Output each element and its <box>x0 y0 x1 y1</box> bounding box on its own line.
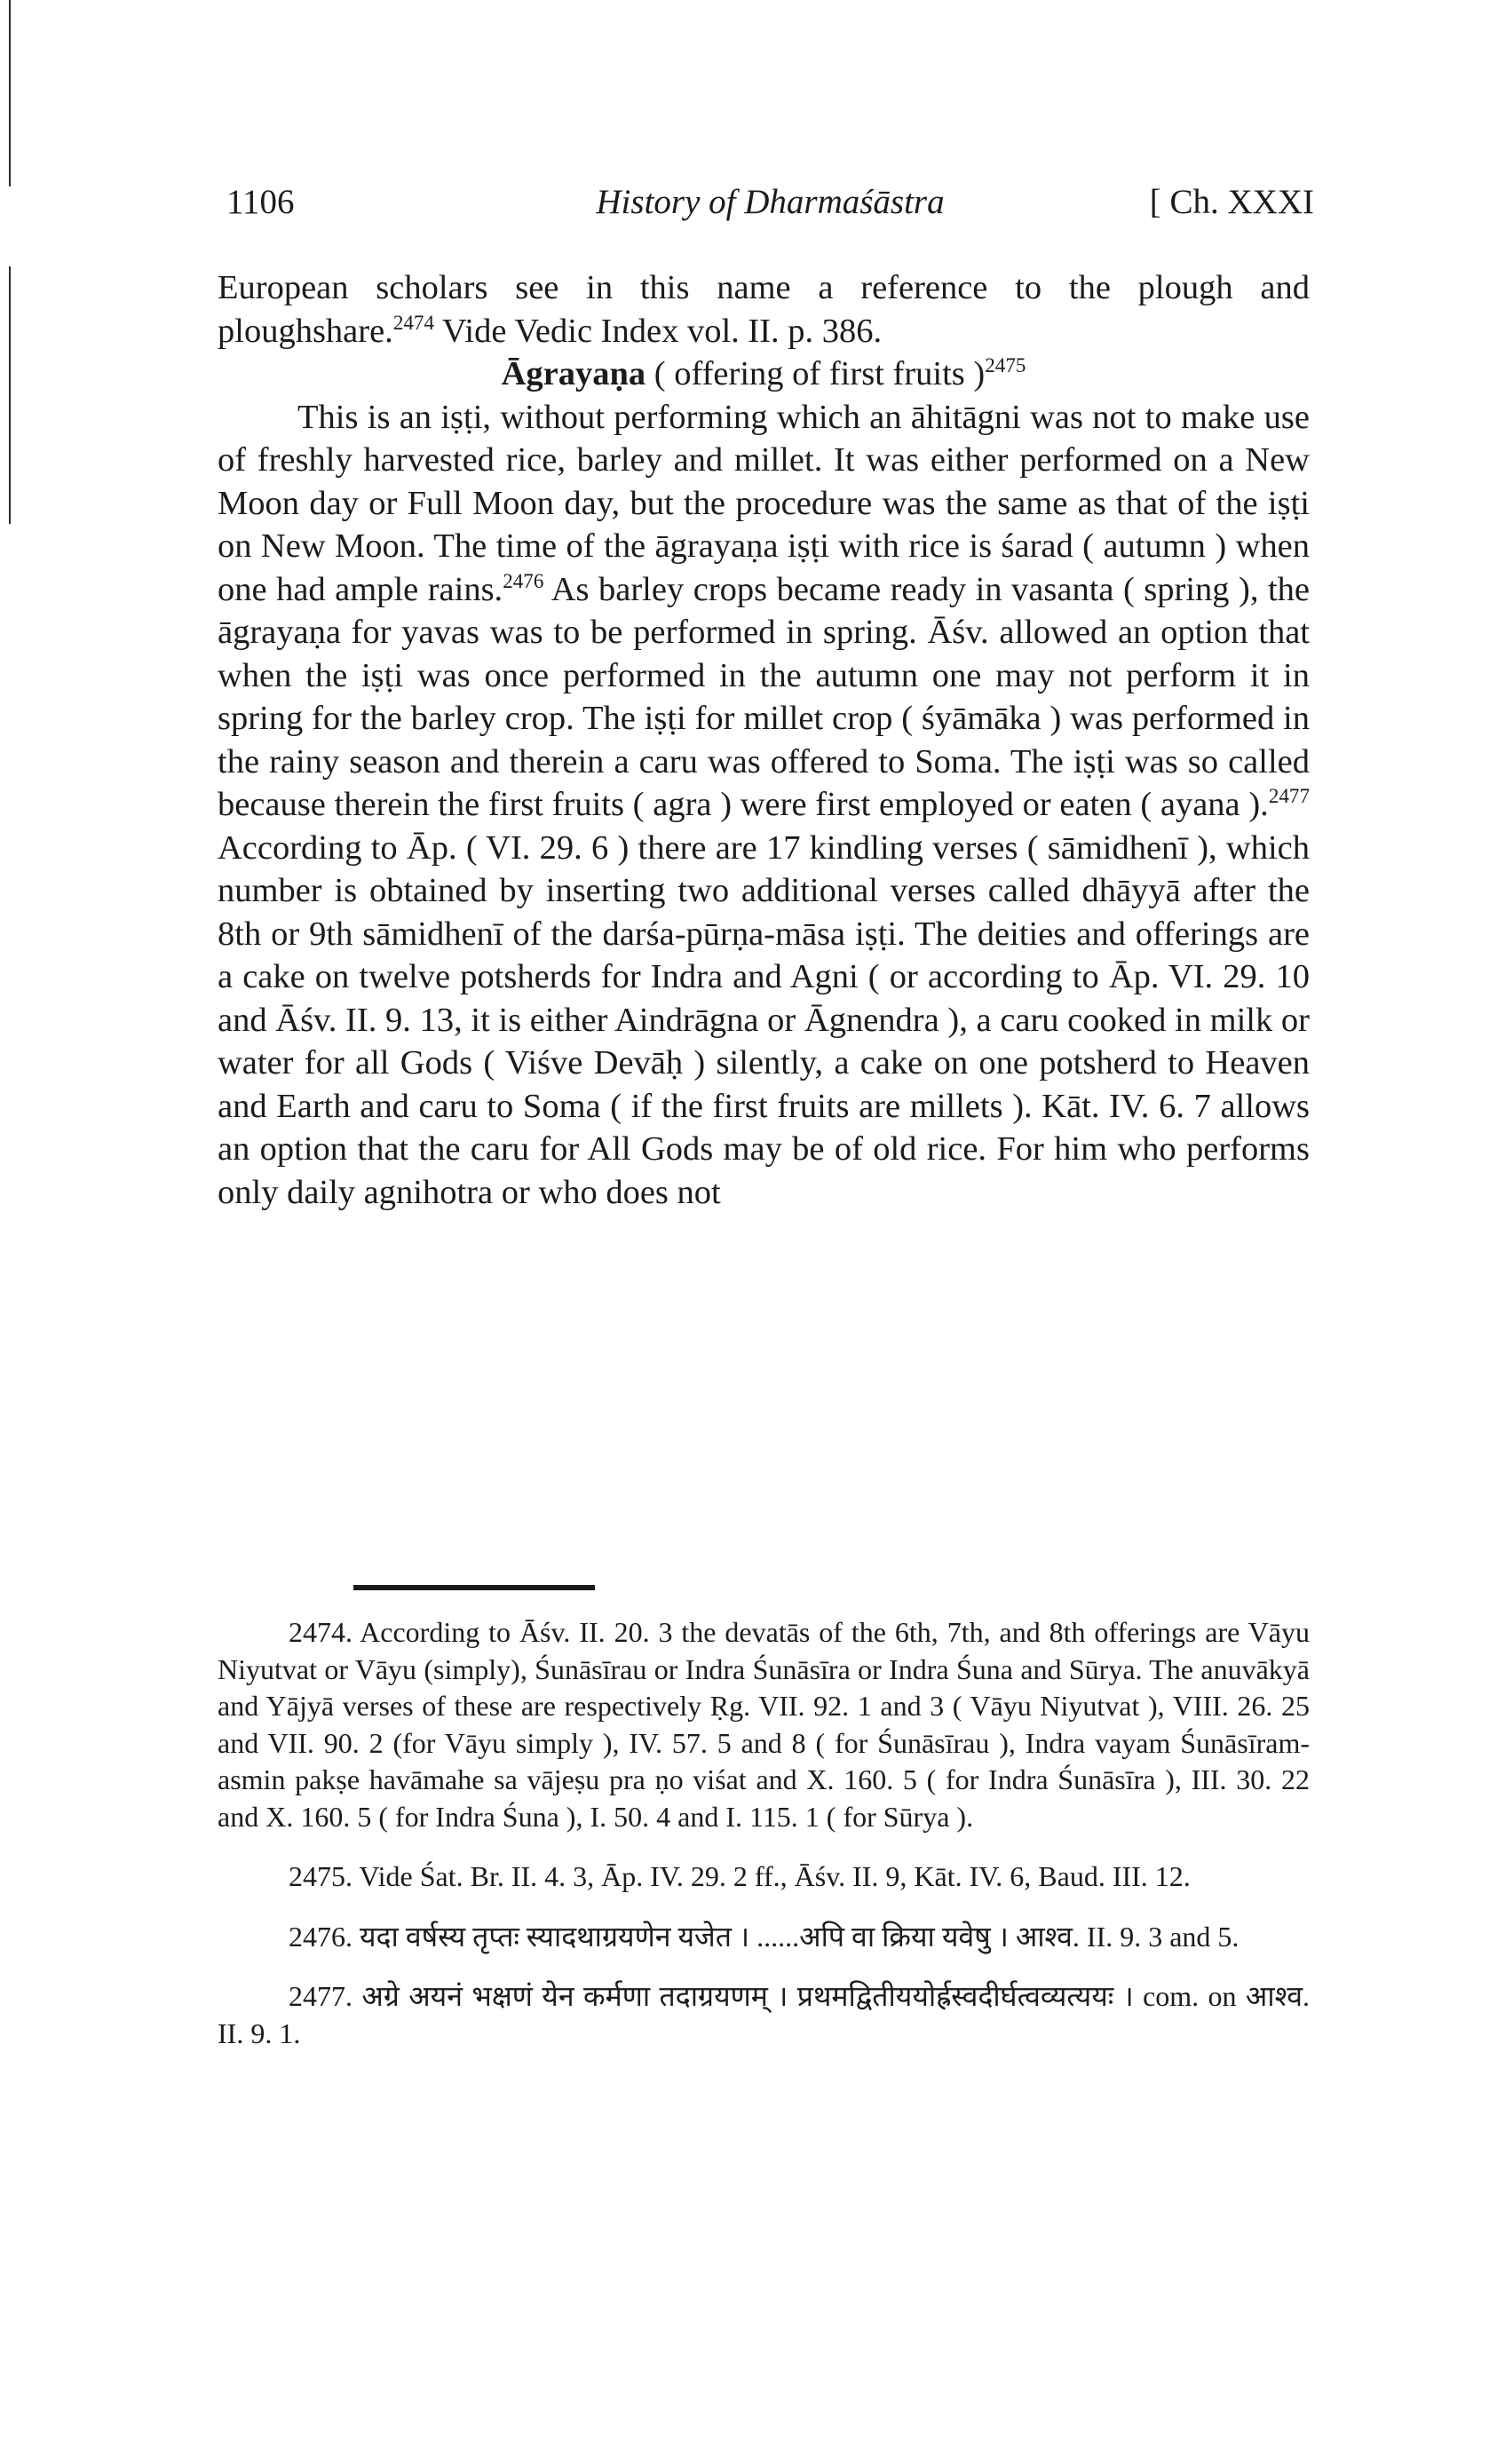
footnote-number: 2476. <box>289 1920 352 1953</box>
continuation-paragraph <box>218 266 1310 353</box>
chapter-label: [ Ch. XXXI <box>1149 183 1314 221</box>
footnote-text: यदा वर्षस्य तृप्तः स्यादथाग्रयणेन यजेत । ......अपि वा क्रिया यवेषु । आश्व. II. 9. 3 and 5. <box>360 1920 1240 1953</box>
footnote-ref: 2475 <box>985 353 1026 377</box>
paragraph-text: As barley crops became ready in vasanta ( spring ), the āgrayaṇa for yavas was to be performed in spring. Āśv. allowed an option that when the iṣṭi was once performed in the autumn one may not perform it in spring for the barley crop. The iṣṭi for millet crop ( śyāmāka ) was performed in the rainy season and therein a caru was offered to Soma. The iṣṭi was so called because therein the first fruits ( agra ) were first employed or eaten ( ayana ). <box>218 570 1310 823</box>
footnote <box>218 1978 1310 2052</box>
footnote-number: 2475. <box>289 1860 352 1892</box>
body-paragraph <box>218 396 1310 1215</box>
heading-subtitle: ( offering of first fruits ) <box>645 355 986 392</box>
footnote <box>218 1919 1310 1956</box>
footnote-ref: 2477 <box>1268 784 1310 808</box>
page-number: 1106 <box>226 183 295 221</box>
footnote-text: अग्रे अयनं भक्षणं येन कर्मणा तदाग्रयणम् । प्रथमद्वितीययोर्ह्रस्वदीर्घत्वव्यत्ययः । com. on आश्व. II. 9. 1. <box>218 1980 1311 2049</box>
scan-edge-rule <box>9 0 11 186</box>
footnotes <box>218 1614 1310 2075</box>
footnote-number: 2474. <box>289 1616 352 1648</box>
footnote-divider <box>353 1585 595 1590</box>
paragraph-text: According to Āp. ( VI. 29. 6 ) there are 17 kindling verses ( sāmidhenī ), which number is obtained by inserting two additional verses called dhāyyā after the 8th or 9th sāmidhenī of the darśa-pūrṇa-māsa iṣṭi. The deities and offerings are a cake on twelve potsherds for Indra and Agni ( or according to Āp. VI. 29. 10 and Āśv. II. 9. 13, it is either Aindrāgna or Āgnendra ), a caru cooked in milk or water for all Gods ( Viśve Devāḥ ) silently, a cake on one potsherd to Heaven and Earth and caru to Soma ( if the first fruits are millets ). Kāt. IV. 6. 7 allows an option that the caru for All Gods may be of old rice. For him who performs only daily agnihotra or who does not <box>218 828 1310 1211</box>
footnote <box>218 1614 1310 1835</box>
footnote-ref: 2474 <box>392 310 434 334</box>
footnote-ref: 2476 <box>503 568 544 592</box>
running-title: History of Dharmaśāstra <box>596 183 945 221</box>
footnote-text: Vide Śat. Br. II. 4. 3, Āp. IV. 29. 2 ff., Āśv. II. 9, Kāt. IV. 6, Baud. III. 12. <box>359 1860 1191 1892</box>
continuation-end: Vide Vedic Index vol. II. p. 386. <box>434 312 883 350</box>
footnote-number: 2477. <box>289 1980 352 2012</box>
scan-edge-rule <box>9 266 11 524</box>
main-text <box>218 266 1310 1214</box>
footnote <box>218 1858 1310 1896</box>
continuation-text: European scholars see in this name a reference to the plough and ploughshare. <box>218 269 1310 350</box>
page-header <box>226 182 1314 228</box>
heading-word: Āgrayaṇa <box>501 355 646 392</box>
footnote-text: According to Āśv. II. 20. 3 the devatās of the 6th, 7th, and 8th offerings are Vāyu Niyutvat or Vāyu (simply), Śunāsīrau or Indra Śunāsīra or Indra Śuna and Sūrya. The anuvākyā and Yājyā verses of these are respectively Ṛg. VII. 92. 1 and 3 ( Vāyu Niyutvat ), VIII. 26. 25 and VII. 90. 2 (for Vāyu simply ), IV. 57. 5 and 8 ( for Śunāsīrau ), Indra vayam Śunāsīram-asmin pakṣe havāmahe sa vājeṣu pra ṇo viśat and X. 160. 5 ( for Indra Śunāsīra ), III. 30. 22 and X. 160. 5 ( for Indra Śuna ), I. 50. 4 and I. 115. 1 ( for Sūrya ). <box>218 1616 1311 1833</box>
paragraph-text: This is an iṣṭi, without performing which an āhitāgni was not to make use of freshly harvested rice, barley and millet. It was either performed on a New Moon day or Full Moon day, but the procedure was the same as that of the iṣṭi on New Moon. The time of the āgrayaṇa iṣṭi with rice is śarad ( autumn ) when one had ample rains. <box>218 398 1310 608</box>
section-heading <box>218 353 1310 396</box>
